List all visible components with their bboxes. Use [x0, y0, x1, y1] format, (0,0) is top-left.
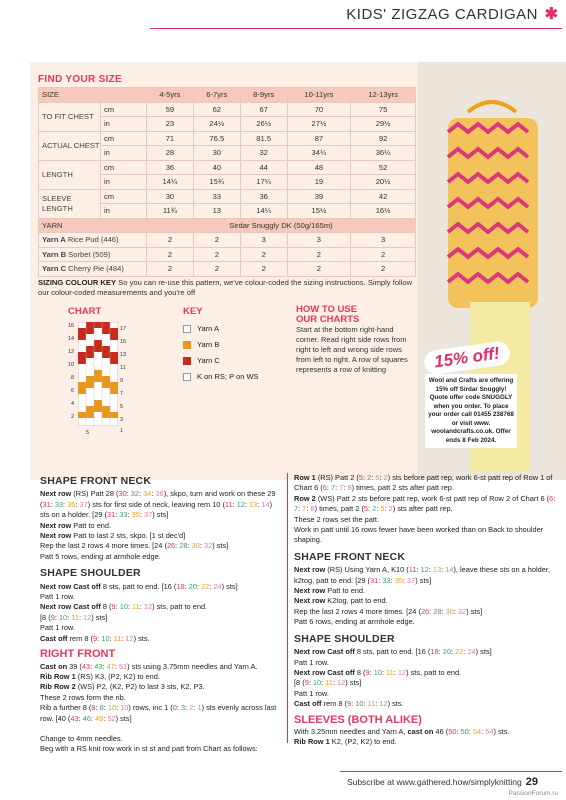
section-heading: SHAPE SHOULDER: [40, 567, 141, 580]
yarn-row-label: Yarn A Rice Pud (446): [39, 233, 147, 248]
cell: 36¼: [351, 146, 416, 161]
page-header: [0, 0, 566, 30]
cell: 71: [147, 131, 194, 146]
cell: 2: [193, 262, 240, 277]
cell: 81.5: [240, 131, 287, 146]
chart-row-label: 12: [68, 349, 75, 355]
size-label: SIZE: [39, 88, 147, 103]
unit: cm: [101, 160, 147, 175]
chart-row-label: 2: [71, 414, 75, 420]
section-heading: SLEEVES (BOTH ALIKE): [294, 713, 422, 726]
size-col: 12-13yrs: [351, 88, 416, 103]
row-label: LENGTH: [39, 160, 101, 189]
section-heading: SHAPE SHOULDER: [294, 632, 395, 645]
cell: 33: [193, 189, 240, 204]
chart-row-label: 10: [68, 362, 75, 368]
cell: 32: [240, 146, 287, 161]
cell: 30: [147, 189, 194, 204]
cell: 19: [287, 175, 351, 190]
chart-row-label: 1: [120, 428, 124, 434]
swatch-icon: [183, 325, 191, 333]
cell: 2: [147, 262, 194, 277]
cell: 15¾: [193, 175, 240, 190]
cell: 52: [351, 160, 416, 175]
page-footer: Subscribe at www.gathered.how/simplyknitting 29: [346, 776, 538, 788]
cell: 20½: [351, 175, 416, 190]
unit: in: [101, 204, 147, 219]
chart-title: CHART: [68, 306, 102, 317]
cell: 23: [147, 117, 194, 132]
cell: 2: [193, 247, 240, 262]
cell: 16½: [351, 204, 416, 219]
cell: 67: [240, 102, 287, 117]
cell: 27½: [287, 117, 351, 132]
chart-row-label: 3: [120, 417, 124, 423]
cell: 13: [193, 204, 240, 219]
cell: 40: [193, 160, 240, 175]
cell: 11¾: [147, 204, 194, 219]
cell: 75: [351, 102, 416, 117]
chart-row-label: 15: [120, 339, 127, 345]
how-to-title: HOW TO USE OUR CHARTS: [296, 304, 360, 325]
cell: 2: [240, 247, 287, 262]
cell: 14¼: [147, 175, 194, 190]
left-column: SHAPE FRONT NECK Next row (RS) Patt 28 (30: 32: 34: 36), skpo, turn and work on these 29 (31: 33: 35: 37) sts for first side of neck, leaving rem 10 (11: 12: 13: 14) sts on a holder. [29 (31: 33: 35: 37) sts] Next row Patt to end. Next row Patt to last 2 sts, skpo. [1 st dec'd] Rep the last 2 rows 4 more times. [24 (26: 28: 30: 32) sts] Patt 5 rows, ending at armhole edge. SHAPE SHOULDER Next row Cast off 8 sts, patt to end. [16 (18: 20: 22: 24) sts] Patt 1 row. Next row Cast off 8 (9: 10: 11: 12) sts, patt to end. [8 (9: 10: 11: 12) sts] Patt 1 row. Cast off rem 8 (9: 10: 11: 12) sts. RIGHT FRONT Cast on 39 (43: 43: 47: 51) sts using 3.75mm needles and Yarn A. Rib Row 1 (RS) K3, (P2, K2) to end. Rib Row 2 (WS) P2, (K2, P2) to last 3 sts, K2, P3. These 2 rows form the rib. Rib a further 8 (8: 8: 10: 10) rows, inc 1 (0: 3: 2: 1) sts evenly across last row. [40 (43: 46: 49: 52) sts] Change to 4mm needles. Beg with a RS knit row work in st st and patt from Chart as follows:: [40, 473, 280, 755]
row-label: TO FIT CHEST: [39, 102, 101, 131]
cell: 29½: [351, 117, 416, 132]
section-heading: SHAPE FRONT NECK: [40, 475, 152, 487]
cell: 87: [287, 131, 351, 146]
cell: 48: [287, 160, 351, 175]
key-item-yarn-a: Yarn A: [183, 324, 219, 333]
chart-row-label: 16: [68, 323, 75, 329]
cell: 17¼: [240, 175, 287, 190]
cell: 3: [287, 233, 351, 248]
cell: 59: [147, 102, 194, 117]
chart-grid: [78, 322, 118, 426]
unit: cm: [101, 189, 147, 204]
swatch-icon: [183, 357, 191, 365]
unit: in: [101, 117, 147, 132]
footer-rule: [340, 771, 562, 772]
chart-row-label: 9: [120, 378, 124, 384]
cell: 2: [351, 247, 416, 262]
key-item-yarn-c: Yarn C: [183, 356, 220, 365]
cell: 15½: [287, 204, 351, 219]
size-col: 8-9yrs: [240, 88, 287, 103]
section-heading: RIGHT FRONT: [40, 648, 116, 661]
swatch-icon: [183, 373, 191, 381]
cell: 3: [351, 233, 416, 248]
chart-row-label: 4: [71, 401, 75, 407]
yarn-name: Sirdar Snuggly DK (50g/165m): [147, 218, 416, 233]
size-table: [38, 87, 416, 277]
offer-text: Wool and Crafts are offering 15% off Sirdar Snuggly! Quote offer code SNUGGLY when you order. To place your order call 01455 238768 or visit www. woolandcrafts.co.uk. Offer ends 8 Feb 2024.: [425, 374, 517, 448]
swatch-icon: [183, 341, 191, 349]
row-label: ACTUAL CHEST: [39, 131, 101, 160]
chart-row-label: 17: [120, 326, 127, 332]
cell: 92: [351, 131, 416, 146]
unit: in: [101, 175, 147, 190]
colourwork-chart: [78, 322, 118, 431]
cell: 39: [287, 189, 351, 204]
column-divider: [287, 473, 288, 743]
section-heading: SHAPE FRONT NECK: [294, 550, 406, 563]
size-col: 6-7yrs: [193, 88, 240, 103]
key-title: KEY: [183, 306, 203, 317]
right-column: Row 1 (RS) Patt 2 (5: 2: 5: 2) sts before patt rep, work 6-st patt rep of Row 1 of Chart 6 (6: 7: 7: 8) times, patt 2 sts after patt rep. Row 2 (WS) Patt 2 sts before patt rep, work 6-st patt rep of Row 2 of Chart 6 (6: 7: 7: 8) times, patt 2 (5: 2: 5: 2) sts after patt rep. These 2 rows set the patt. Work in patt until 16 rows fewer have been worked than on Back to shoulder shaping. SHAPE FRONT NECK Next row (RS) Using Yarn A, K10 (11: 12: 13: 14), leave these sts on a holder, k2tog, patt to end. [29 (31: 33: 35: 37) sts] Next row Patt to end. Next row K2tog, patt to end. Rep the last 2 rows 4 more times. [24 (26: 28: 30: 32) sts] Patt 6 rows, ending at armhole edge. SHAPE SHOULDER Next row Cast off 8 sts, patt to end. [16 (18: 20: 22: 24) sts] Patt 1 row. Next row Cast off 8 (9: 10: 11: 12) sts, patt to end. [8 (9: 10: 11: 12) sts] Patt 1 row. Cast off rem 8 (9: 10: 11: 12) sts. SLEEVES (BOTH ALIKE) With 3.25mm needles and Yarn A, cast on 46 (50: 50: 54: 54) sts. Rib Row 1 K2, (P2, K2) to end.: [294, 473, 556, 747]
cell: 26½: [240, 117, 287, 132]
yarn-label: YARN: [39, 218, 147, 233]
unit: cm: [101, 102, 147, 117]
cell: 3: [240, 233, 287, 248]
chart-row-label: 13: [120, 352, 127, 358]
find-your-size-title: FIND YOUR SIZE: [38, 74, 123, 85]
cell: 34¼: [287, 146, 351, 161]
chart-row-label: 5: [120, 404, 124, 410]
chart-row-label: 6: [71, 388, 75, 394]
header-rule: [150, 28, 562, 29]
cell: 24½: [193, 117, 240, 132]
unit: cm: [101, 131, 147, 146]
chart-row-label: 8: [71, 375, 75, 381]
cell: 70: [287, 102, 351, 117]
cell: 42: [351, 189, 416, 204]
yarn-row-label: Yarn B Sorbet (509): [39, 247, 147, 262]
chart-row-label: 11: [120, 365, 126, 371]
row-label: SLEEVE LENGTH: [39, 189, 101, 218]
cell: 2: [147, 247, 194, 262]
cell: 14¼: [240, 204, 287, 219]
cell: 76.5: [193, 131, 240, 146]
cell: 30: [193, 146, 240, 161]
yarn-row-label: Yarn C Cherry Pie (484): [39, 262, 147, 277]
cell: 2: [240, 262, 287, 277]
cell: 2: [287, 262, 351, 277]
cell: 36: [240, 189, 287, 204]
size-col: 4-5yrs: [147, 88, 194, 103]
cell: 2: [287, 247, 351, 262]
cell: 28: [147, 146, 194, 161]
how-to-text: Start at the bottom right-hand corner. Read right side rows from right to left and wrong side rows from left to right. A row of squares represents a row of knitting: [296, 325, 408, 374]
key-item-knit: K on RS; P on WS: [183, 372, 259, 381]
cell: 62: [193, 102, 240, 117]
cell: 36: [147, 160, 194, 175]
cell: 44: [240, 160, 287, 175]
size-col: 10-11yrs: [287, 88, 351, 103]
unit: in: [101, 146, 147, 161]
chart-col-label: 5: [86, 430, 90, 436]
cell: 2: [147, 233, 194, 248]
star-icon: ✱: [544, 6, 558, 23]
sizing-colour-key: SIZING COLOUR KEY So you can re-use this pattern, we've colour-coded the sizing instructions. Simply follow our colour-coded measurements and you're off: [38, 278, 413, 297]
watermark: PassionForum.ru: [508, 790, 558, 797]
page-title: KIDS' ZIGZAG CARDIGAN: [346, 6, 538, 23]
chart-row-label: 7: [120, 391, 124, 397]
discount-badge: 15% off!: [423, 340, 511, 376]
cell: 2: [193, 233, 240, 248]
key-item-yarn-b: Yarn B: [183, 340, 219, 349]
chart-row-label: 14: [68, 336, 75, 342]
cell: 2: [351, 262, 416, 277]
